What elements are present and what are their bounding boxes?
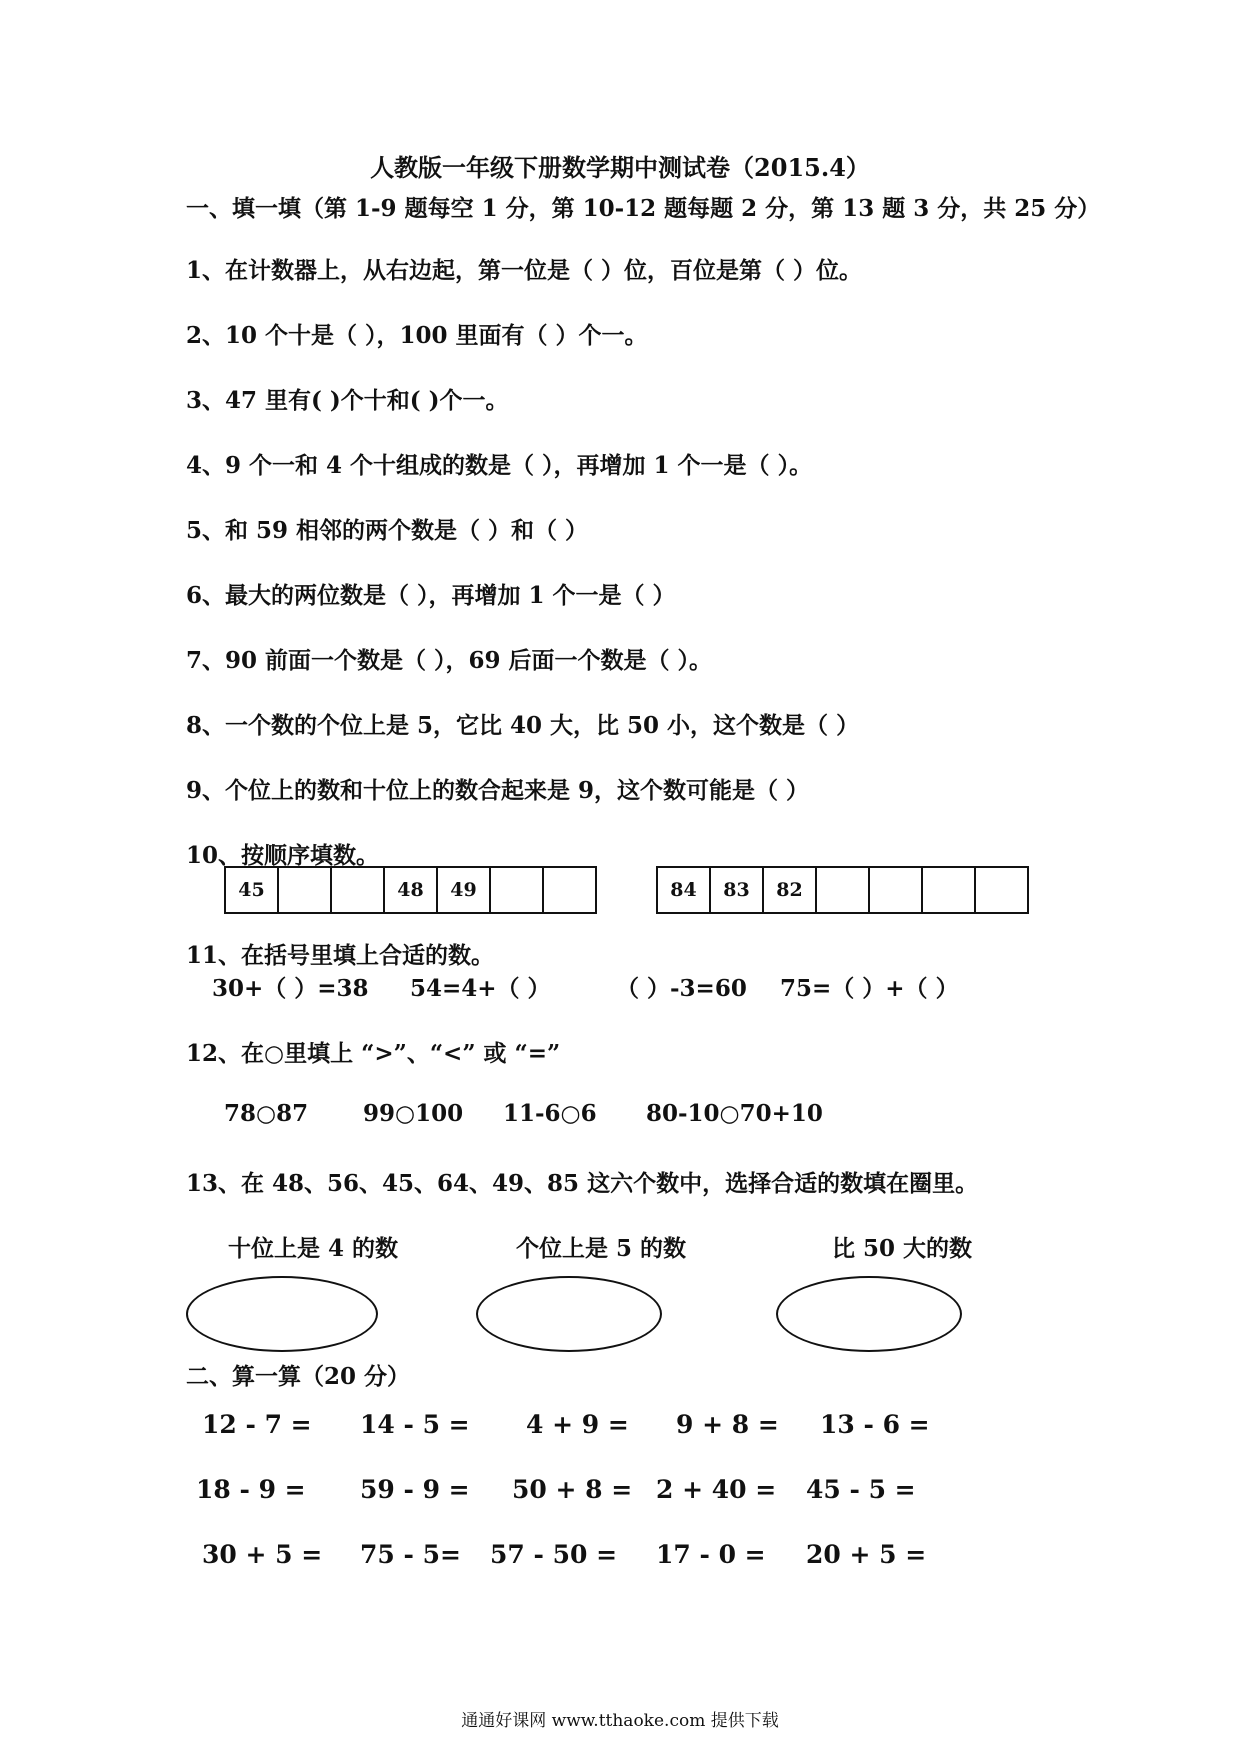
calc-item: 75 - 5= — [360, 1540, 461, 1569]
q12-item-4: 80-10○70+10 — [646, 1100, 823, 1127]
seq2-cell[interactable]: 83 — [710, 867, 763, 913]
q12-item-3: 11-6○6 — [503, 1100, 597, 1127]
seq2-cell[interactable] — [922, 867, 975, 913]
calc-item: 4 + 9 = — [526, 1410, 629, 1439]
seq1-cell[interactable] — [490, 867, 543, 913]
seq1-cell[interactable] — [331, 867, 384, 913]
q11-item-2: 54=4+（ ） — [410, 975, 551, 1002]
question-13-label: 13、在 48、56、45、64、49、85 这六个数中，选择合适的数填在圈里。 — [186, 1170, 979, 1197]
page-title: 人教版一年级下册数学期中测试卷（2015.4） — [370, 153, 870, 182]
question-8: 8、一个数的个位上是 5，它比 40 大，比 50 小，这个数是（ ） — [186, 712, 860, 739]
section2-heading: 二、算一算（20 分） — [186, 1363, 411, 1390]
question-5: 5、和 59 相邻的两个数是（ ）和（ ） — [186, 517, 589, 544]
sequence-grid-2 — [656, 866, 1029, 914]
question-1: 1、在计数器上，从右边起，第一位是（ ）位，百位是第（ ）位。 — [186, 257, 863, 284]
seq1-cell[interactable] — [278, 867, 331, 913]
q13-group-2-label: 个位上是 5 的数 — [516, 1235, 687, 1262]
calc-item: 50 + 8 = — [512, 1475, 633, 1504]
seq2-cell[interactable]: 82 — [763, 867, 816, 913]
seq1-cell[interactable]: 49 — [437, 867, 490, 913]
calc-item: 20 + 5 = — [806, 1540, 927, 1569]
sequence-grid-1 — [224, 866, 597, 914]
q12-item-1: 78○87 — [224, 1100, 309, 1127]
seq2-cell[interactable] — [975, 867, 1028, 913]
calc-item: 12 - 7 = — [202, 1410, 312, 1439]
seq2-cell[interactable] — [816, 867, 869, 913]
q11-item-4: 75=（ ）+（ ） — [780, 975, 959, 1002]
question-10-label: 10、按顺序填数。 — [186, 842, 380, 869]
section1-heading: 一、填一填（第 1-9 题每空 1 分，第 10-12 题每题 2 分，第 13 题 3 分，共 25 分） — [186, 195, 1101, 222]
calc-item: 14 - 5 = — [360, 1410, 470, 1439]
answer-ellipse-1[interactable] — [186, 1276, 378, 1352]
q12-item-2: 99○100 — [363, 1100, 464, 1127]
seq1-cell[interactable] — [543, 867, 596, 913]
q11-item-3: （ ）-3=60 — [616, 975, 747, 1002]
q13-group-3-label: 比 50 大的数 — [832, 1235, 973, 1262]
calc-item: 57 - 50 = — [490, 1540, 618, 1569]
calc-item: 13 - 6 = — [820, 1410, 930, 1439]
seq1-cell[interactable]: 48 — [384, 867, 437, 913]
calc-item: 17 - 0 = — [656, 1540, 766, 1569]
calc-item: 9 + 8 = — [676, 1410, 779, 1439]
seq2-cell[interactable] — [869, 867, 922, 913]
seq2-cell[interactable]: 84 — [657, 867, 710, 913]
question-7: 7、90 前面一个数是（ ），69 后面一个数是（ ）。 — [186, 647, 713, 674]
footer-credit: 通通好课网 www.tthaoke.com 提供下载 — [461, 1711, 779, 1731]
calc-item: 45 - 5 = — [806, 1475, 916, 1504]
question-6: 6、最大的两位数是（ ），再增加 1 个一是（ ） — [186, 582, 676, 609]
question-11-label: 11、在括号里填上合适的数。 — [186, 942, 495, 969]
calc-item: 30 + 5 = — [202, 1540, 323, 1569]
calc-item: 18 - 9 = — [196, 1475, 306, 1504]
seq1-cell[interactable]: 45 — [225, 867, 278, 913]
question-12-label: 12、在○里填上 “>”、“<” 或 “=” — [186, 1040, 561, 1067]
q11-item-1: 30+（ ）=38 — [212, 975, 369, 1002]
question-3: 3、47 里有( )个十和( )个一。 — [186, 387, 509, 414]
question-9: 9、个位上的数和十位上的数合起来是 9，这个数可能是（ ） — [186, 777, 810, 804]
answer-ellipse-3[interactable] — [776, 1276, 962, 1352]
question-4: 4、9 个一和 4 个十组成的数是（ ），再增加 1 个一是（ ）。 — [186, 452, 813, 479]
q13-group-1-label: 十位上是 4 的数 — [228, 1235, 399, 1262]
calc-item: 59 - 9 = — [360, 1475, 470, 1504]
answer-ellipse-2[interactable] — [476, 1276, 662, 1352]
calc-item: 2 + 40 = — [656, 1475, 777, 1504]
question-2: 2、10 个十是（ ），100 里面有（ ）个一。 — [186, 322, 648, 349]
